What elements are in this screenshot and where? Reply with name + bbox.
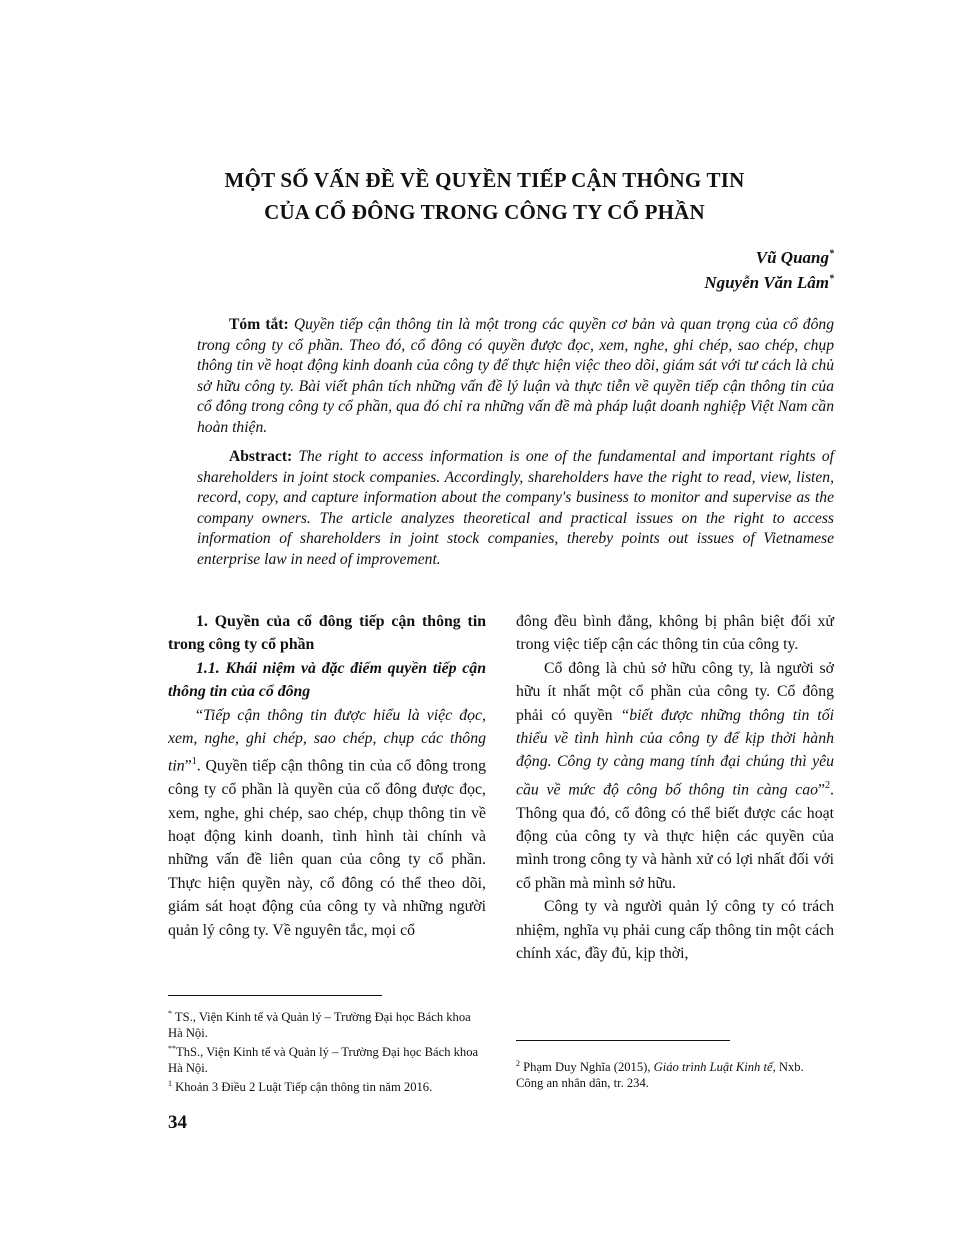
article-title-line-2: CỦA CỔ ĐÔNG TRONG CÔNG TY CỔ PHẦN [264, 200, 705, 224]
right-column [516, 610, 834, 965]
quote-text: Tiếp cận thông tin được hiểu là việc đọc, xem, nghe, ghi chép, sao chép, chụp các thông tin [168, 706, 486, 775]
abstract-en-text: The right to access information is one of the fundamental and important rights of shareholders in joint stock companies. Accordingly, shareholders have the right to read, view, listen, record, copy, and capture information about the company's business to monitor and supervise as the company owners. The article analyzes theoretical and practical issues on the right to access information of shareholders in joint stock companies, thereby points out issues of Vietnamese enterprise law in need of improvement. [197, 448, 834, 568]
section-heading-1: 1. Quyền của cổ đông tiếp cận thông tin trong công ty cổ phần [168, 613, 486, 654]
body-paragraph-continued: đông đều bình đẳng, không bị phân biệt đối xử trong việc tiếp cận các thông tin của công ty. [516, 613, 834, 654]
abstract-vi-text: Quyền tiếp cận thông tin là một trong các quyền cơ bản và quan trọng của cổ đông trong công ty cổ phần. Theo đó, cổ đông có quyền được đọc, xem, nghe, ghi chép, sao chép, chụp thông tin về hoạt động kinh doanh của công ty để thực hiện việc theo dõi, giám sát với tư cách là chủ sở hữu công ty. Bài viết phân tích những vấn đề lý luận và thực tiễn về quyền tiếp cận thông tin của cổ đông trong công ty cổ phần, qua đó chỉ ra những vấn đề mà pháp luật doanh nghiệp Việt Nam cần hoàn thiện. [197, 316, 834, 436]
footnote-text-before: Phạm Duy Nghĩa (2015), [520, 1060, 654, 1075]
body-paragraph-2-quote: “biết được những thông tin tối thiểu về tình hình của công ty để kịp thời hành động. Công ty càng mang tính đại chúng thì yêu cầu về mức độ công bố thông tin càng cao [516, 706, 834, 799]
footnote-book-title: Giáo trình Luật Kinh tế [653, 1060, 773, 1075]
footnote-ref-2[interactable]: 2 [825, 779, 831, 791]
body-paragraph-2-start: Cổ đông là chủ sở hữu công ty, là người sở hữu ít nhất một cổ phần của công ty. Cổ đông phải có quyền [516, 659, 834, 724]
footnote-mark: 2 [516, 1059, 520, 1068]
footnote-ref-1[interactable]: 1 [191, 756, 197, 768]
footnote-text: TS., Viện Kinh tế và Quản lý – Trường Đại học Bách khoa Hà Nội. [168, 1010, 471, 1041]
author-2 [704, 273, 834, 293]
footnote-divider-left [168, 995, 382, 996]
article-title-line-1: MỘT SỐ VẤN ĐỀ VỀ QUYỀN TIẾP CẬN THÔNG TIN [224, 168, 745, 192]
subsection-heading-1-1: 1.1. Khái niệm và đặc điểm quyền tiếp cận thông tin của cổ đông [168, 659, 486, 701]
footnote-text: ThS., Viện Kinh tế và Quản lý – Trường Đại học Bách khoa Hà Nội. [168, 1045, 479, 1076]
author-2-mark: * [829, 273, 834, 285]
body-paragraph-2 [516, 657, 834, 895]
abstract-english [197, 447, 834, 571]
author-1 [756, 248, 834, 268]
footnote-1 [168, 1076, 488, 1095]
footnote-mark: * [168, 1009, 172, 1018]
body-paragraph-3: Công ty và người quản lý công ty có trách nhiệm, nghĩa vụ phải cung cấp thông tin một cách chính xác, đầy đủ, kịp thời, [516, 898, 834, 962]
body-paragraph [168, 704, 486, 942]
footnote-text: Khoản 3 Điều 2 Luật Tiếp cận thông tin năm 2016. [172, 1080, 433, 1095]
quote-close: ” [184, 757, 192, 775]
abstract-vietnamese [197, 315, 834, 439]
footnote-mark: ** [168, 1044, 176, 1054]
abstract-vi-label: Tóm tắt: [229, 316, 289, 333]
body-paragraph-2-quote-close: ” [818, 781, 826, 799]
footnote-divider-right [516, 1040, 730, 1041]
left-column [168, 610, 486, 942]
footnote-mark: 1 [168, 1079, 172, 1089]
footnote-2 [516, 1056, 834, 1091]
author-1-name: Vũ Quang [755, 248, 829, 267]
author-2-name: Nguyễn Văn Lâm [704, 273, 829, 292]
author-1-mark: * [829, 248, 834, 260]
footnote-text-after: , Nxb. Công an nhân dân, tr. 234. [516, 1060, 804, 1091]
abstract-en-label: Abstract: [229, 448, 293, 465]
page-number: 34 [168, 1112, 187, 1133]
footnote-author-2 [168, 1041, 488, 1076]
quote-open: “ [196, 706, 204, 724]
footnotes-left [168, 1006, 488, 1096]
body-paragraph-2-end: . Thông qua đó, cổ đông có thể biết được các hoạt động của công ty và thực hiện các quyền của mình trong công ty và hành xử có lợi nhất đối với cổ phần mà mình sở hữu. [516, 781, 834, 892]
footnote-author-1 [168, 1006, 488, 1041]
body-paragraph-text: . Quyền tiếp cận thông tin của cổ đông trong công ty cổ phần là quyền của cổ đông được đọc, xem, nghe, ghi chép, sao chép, chụp thông tin về hoạt động kinh doanh, tình hình tài chính và những vấn đề liên quan của công ty cổ phần. Thực hiện quyền này, cổ đông có thể theo dõi, giám sát hoạt động của công ty và những người quản lý công ty. Về nguyên tắc, mọi cổ [168, 757, 486, 939]
